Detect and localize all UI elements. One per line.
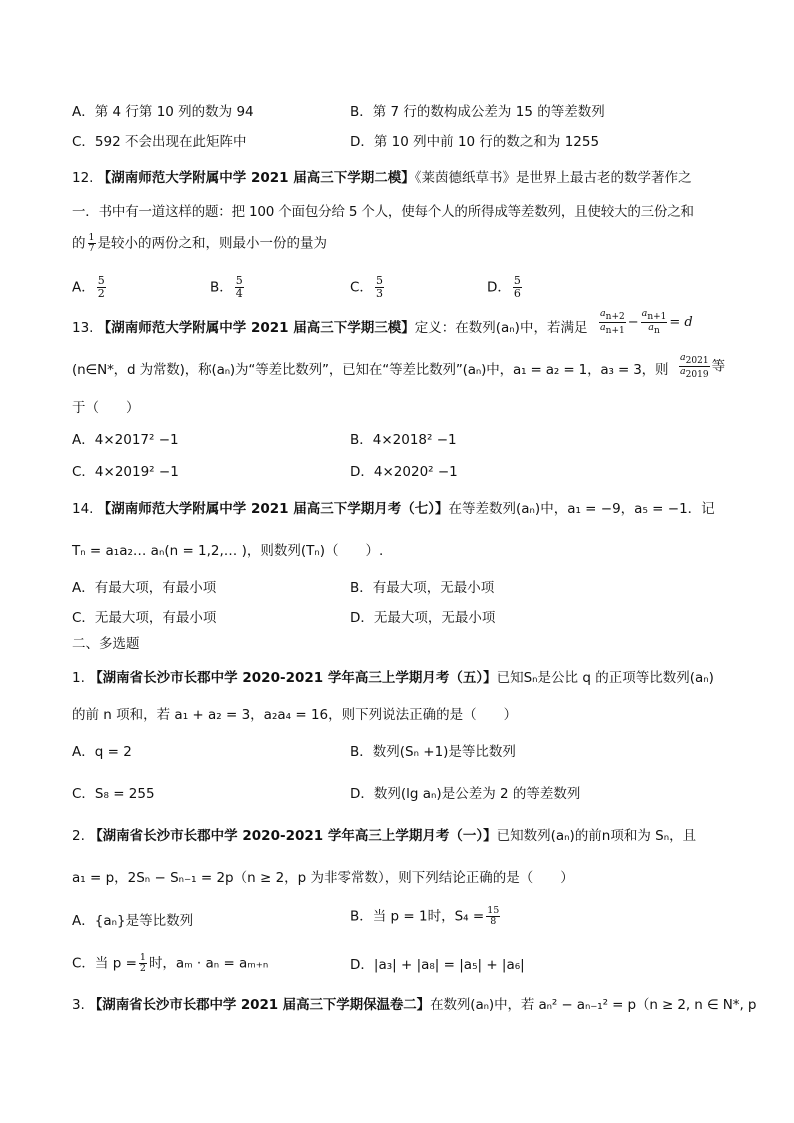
m2-option-c-pre: C．当 p =	[72, 955, 137, 972]
q13-line1	[72, 318, 587, 338]
q13-option-b: B．4×2018² −1	[350, 432, 457, 448]
q13-source: 【湖南师范大学附属中学 2021 届高三下学期三模】	[97, 320, 415, 336]
q12-fraction-den: 7	[88, 243, 95, 254]
q12-option-a-num: 5	[97, 274, 105, 287]
q13-eq-frac-1-den: an+1	[600, 322, 625, 336]
q13-number: 13.	[72, 320, 94, 336]
q13-line2-a: (n∈N*，d 为常数)，称(aₙ)为“等差比数列”，已知在“等差比数列”(aₙ)中，	[72, 362, 513, 378]
q12-option-d-label: D．	[487, 279, 511, 296]
m2-option-c-den: 2	[139, 963, 146, 974]
m3-source: 【湖南省长沙市长郡中学 2021 届高三下学期保温卷二】	[88, 997, 431, 1013]
q13-eq-frac-2-den: an	[648, 322, 660, 336]
q12-option-a	[72, 275, 108, 300]
m1-text-1: 已知Sₙ是公比 q 的正项等比数列(aₙ)	[496, 670, 714, 686]
q13-line2-b: a₁ = a₂ = 1，a₃ = 3，则	[512, 362, 669, 378]
m2-option-b-den: 8	[490, 916, 497, 927]
m2-option-d: D．|a₃| + |a₈| = |a₅| + |a₆|	[350, 957, 525, 973]
q13-eq-minus: −	[627, 315, 639, 330]
m2-option-a: A．{aₙ}是等比数列	[72, 913, 194, 929]
q12-option-c-num: 5	[375, 274, 383, 287]
q12-option-c-frac	[375, 275, 384, 300]
m2-line2: a₁ = p，2Sₙ − Sₙ₋₁ = 2p（n ≥ 2，p 为非零常数），则下列结论正确的是（ ）	[72, 870, 574, 886]
q13-eq-frac-2	[641, 309, 668, 336]
q14-option-b: B．有最大项，无最小项	[350, 580, 495, 596]
q14-option-a: A．有最大项，有最小项	[72, 580, 217, 596]
q14-line2: Tₙ = a₁a₂… aₙ(n = 1,2,… )，则数列(Tₙ)（ ）.	[72, 543, 384, 559]
m1-option-a: A．q = 2	[72, 744, 132, 760]
m3-line1	[72, 995, 756, 1015]
q13-line2	[72, 360, 668, 380]
section-heading-multi-choice: 二、多选题	[72, 636, 140, 652]
m2-option-c-frac	[139, 953, 147, 974]
m2-line1	[72, 826, 696, 846]
m2-source: 【湖南省长沙市长郡中学 2020-2021 学年高三上学期月考（一）】	[89, 828, 497, 844]
m1-option-d: D．数列(lg aₙ)是公差为 2 的等差数列	[350, 786, 581, 802]
m3-number: 3.	[72, 997, 85, 1013]
q13-eq-frac-2-num: an+1	[641, 308, 667, 322]
q12-option-b-den: 4	[235, 287, 243, 300]
q13-option-c: C．4×2019² −1	[72, 464, 179, 480]
m2-option-b	[350, 906, 502, 927]
q12-text-1: 《莱茵德纸草书》是世界上最古老的数学著作之	[414, 170, 692, 186]
q11-option-c: C．592 不会出现在此矩阵中	[72, 134, 247, 150]
m2-option-b-frac	[486, 906, 500, 927]
q14-text-1: 在等差数列(aₙ)中，a₁ = −9，a₅ = −1．记	[448, 501, 715, 517]
q12-option-d	[487, 275, 524, 300]
q14-option-d: D．无最大项，无最小项	[350, 610, 496, 626]
q13-eq-rhs: = d	[669, 315, 693, 330]
q12-option-b	[210, 275, 246, 300]
q12-option-c-label: C．	[350, 279, 373, 296]
q12-fraction-num: 1	[88, 232, 95, 243]
q13-ratio	[677, 353, 725, 380]
q12-option-c	[350, 275, 386, 300]
q12-option-d-den: 6	[513, 287, 521, 300]
q14-source: 【湖南师范大学附属中学 2021 届高三下学期月考（七）】	[97, 501, 449, 517]
m2-option-c	[72, 953, 268, 974]
q13-equation	[597, 309, 693, 336]
q13-option-a: A．4×2017² −1	[72, 432, 179, 448]
q13-eq-frac-1	[599, 309, 626, 336]
q12-fraction	[88, 233, 96, 254]
q12-option-a-label: A．	[72, 279, 95, 296]
m1-option-c: C．S₈ = 255	[72, 786, 155, 802]
m1-line1	[72, 668, 714, 688]
m1-option-b: B．数列(Sₙ +1)是等比数列	[350, 744, 516, 760]
q12-line3-post: 是较小的两份之和，则最小一份的量为	[97, 235, 328, 252]
m3-text-1: 在数列(aₙ)中，若 aₙ² − aₙ₋₁² = p（n ≥ 2, n ∈ N*, p	[430, 997, 757, 1013]
q12-source: 【湖南师范大学附属中学 2021 届高三下学期二模】	[97, 170, 415, 186]
q14-line1	[72, 499, 715, 519]
q13-option-d: D．4×2020² −1	[350, 464, 458, 480]
m1-source: 【湖南省长沙市长郡中学 2020-2021 学年高三上学期月考（五）】	[89, 670, 497, 686]
m2-option-b-num: 15	[487, 905, 500, 916]
q12-option-a-frac	[97, 275, 106, 300]
q13-eq-frac-1-num: an+2	[600, 308, 625, 322]
m1-number: 1.	[72, 670, 85, 686]
q12-option-a-den: 2	[97, 287, 105, 300]
m2-number: 2.	[72, 828, 85, 844]
q11-option-d: D．第 10 列中前 10 行的数之和为 1255	[350, 134, 600, 150]
q12-option-b-frac	[235, 275, 244, 300]
q14-option-c: C．无最大项，有最小项	[72, 610, 217, 626]
q12-line3	[72, 233, 327, 254]
m2-option-b-text: B．当 p = 1时，S₄ =	[350, 908, 485, 925]
q12-option-d-num: 5	[513, 274, 521, 287]
q12-line1	[72, 168, 692, 188]
q12-option-b-num: 5	[235, 274, 243, 287]
q12-option-b-label: B．	[210, 279, 233, 296]
q13-text-1: 定义：在数列(aₙ)中，若满足	[414, 320, 588, 336]
q13-line3: 于（ ）	[72, 400, 140, 416]
q14-number: 14.	[72, 501, 94, 517]
q13-ratio-frac	[679, 353, 710, 380]
q11-option-b: B．第 7 行的数构成公差为 15 的等差数列	[350, 104, 605, 120]
q12-option-d-frac	[513, 275, 522, 300]
q13-line2-c: 等	[711, 358, 726, 375]
m2-option-c-post: 时，aₘ · aₙ = aₘ₊ₙ	[148, 955, 269, 972]
m2-text-1: 已知数列(aₙ)的前n项和为 Sₙ，且	[496, 828, 697, 844]
q12-line2: 一．书中有一道这样的题：把 100 个面包分给 5 个人，使每个人的所得成等差数列，且使较大的三份之和	[72, 204, 694, 220]
q12-line3-pre: 的	[72, 235, 86, 252]
q12-number: 12.	[72, 170, 94, 186]
m2-option-c-num: 1	[139, 952, 146, 963]
q13-ratio-den: a2019	[680, 366, 709, 380]
q13-ratio-num: a2021	[680, 352, 709, 366]
q12-option-c-den: 3	[375, 287, 383, 300]
q11-option-a: A．第 4 行第 10 列的数为 94	[72, 104, 254, 120]
m1-line2: 的前 n 项和，若 a₁ + a₂ = 3，a₂a₄ = 16，则下列说法正确的是（ ）	[72, 707, 518, 723]
